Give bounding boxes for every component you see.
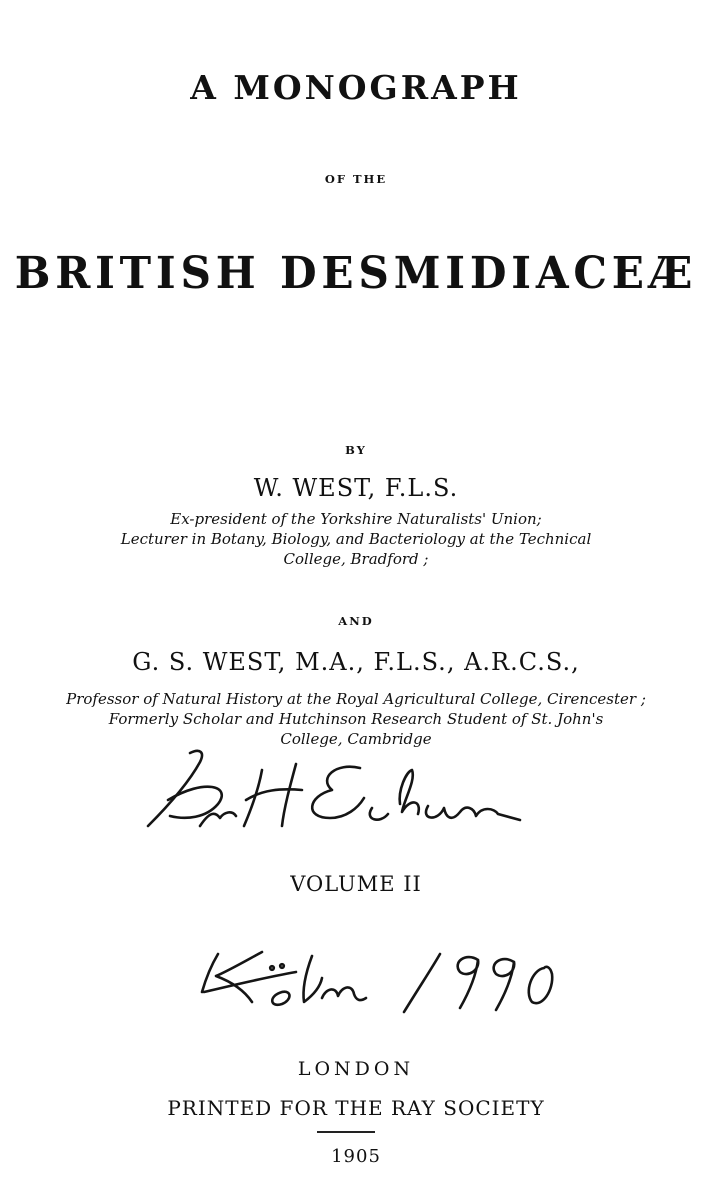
author-1-desc-line: College, Bradford ; — [283, 550, 429, 568]
divider-rule — [317, 1131, 375, 1133]
volume-label: VOLUME II — [290, 872, 422, 896]
title-line-2: BRITISH DESMIDIACEÆ — [14, 248, 698, 299]
author-1-description — [0, 509, 712, 569]
and-text: AND — [338, 614, 374, 628]
imprint-publisher: PRINTED FOR THE RAY SOCIETY — [167, 1096, 545, 1120]
author-2-desc-line: Formerly Scholar and Hutchinson Research Student of St. John's — [108, 710, 604, 728]
author-2-description — [0, 689, 712, 749]
author-1-desc-line: Lecturer in Botany, Biology, and Bacteriology at the Technical — [120, 530, 592, 548]
title-line-1: A MONOGRAPH — [190, 68, 522, 107]
by-text: BY — [345, 443, 367, 457]
author-2-name: G. S. WEST, M.A., F.L.S., A.R.C.S., — [132, 648, 580, 676]
imprint-year: 1905 — [331, 1146, 381, 1167]
author-1-desc-line: Ex-president of the Yorkshire Naturalists' Union; — [170, 510, 542, 528]
of-the-text: OF THE — [324, 172, 388, 186]
author-2-desc-line: College, Cambridge — [280, 730, 432, 748]
imprint-city: LONDON — [297, 1058, 415, 1080]
author-1-name: W. WEST, F.L.S. — [253, 474, 459, 502]
author-2-desc-line: Professor of Natural History at the Royal Agricultural College, Cirencester ; — [66, 690, 646, 708]
